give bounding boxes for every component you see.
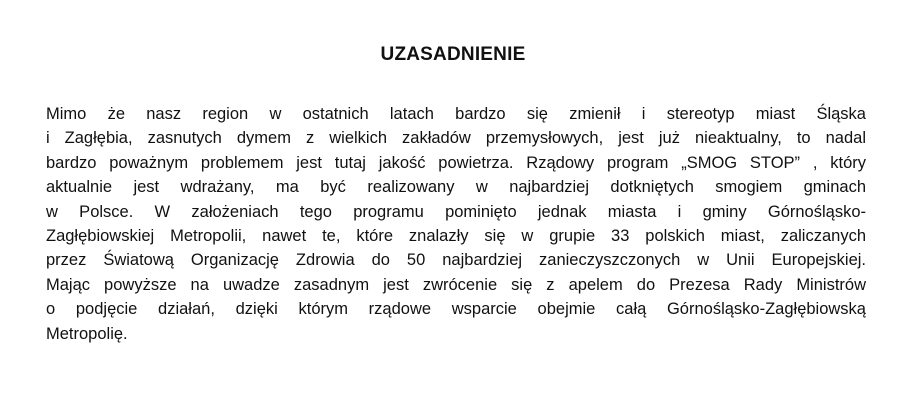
paragraph-line: Mając powyższe na uwadze zasadnym jest zwrócenie się z apelem do Prezesa Rady Ministrów [46,275,866,294]
justification-paragraph [46,102,866,346]
document-title: UZASADNIENIE [380,44,526,65]
paragraph-line: w Polsce. W założeniach tego programu pominięto jednak miasta i gminy Górnośląsko- [46,202,866,221]
paragraph-line: przez Światową Organizację Zdrowia do 50 najbardziej zanieczyszczonych w Unii Europejskiej. [46,251,866,270]
paragraph-line: Mimo że nasz region w ostatnich latach bardzo się zmienił i stereotyp miast Śląska [46,105,866,123]
paragraph-line: bardzo poważnym problemem jest tutaj jakość powietrza. Rządowy program „SMOG STOP” , który [46,153,866,172]
paragraph-line: o podjęcie działań, dzięki którym rządowe wsparcie obejmie całą Górnośląsko-Zagłębiowską [46,300,866,319]
paragraph-line: Metropolię. [46,324,128,343]
paragraph-line: i Zagłębia, zasnutych dymem z wielkich zakładów przemysłowych, jest już nieaktualny, to nadal [46,129,866,148]
paragraph-line: aktualnie jest wdrażany, ma być realizowany w najbardziej dotkniętych smogiem gminach [46,178,866,197]
paragraph-line: Zagłębiowskiej Metropolii, nawet te, które znalazły się w grupie 33 polskich miast, zaliczanych [46,227,866,246]
